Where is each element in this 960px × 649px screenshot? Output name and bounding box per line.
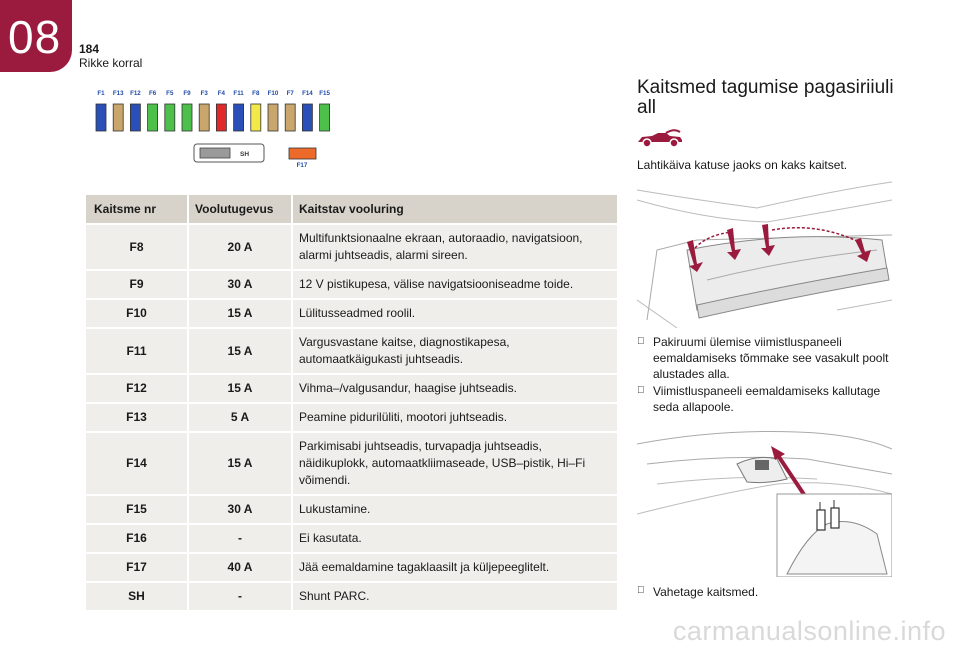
fuse-f4: [216, 104, 226, 131]
chapter-number: 08: [8, 11, 62, 63]
right-section-title: Kaitsmed tagumise pagasiriiuli all: [637, 77, 894, 118]
cell-fuse-number: F11: [86, 328, 188, 374]
table-row: [86, 582, 617, 610]
rear-parcel-shelf-illustration: [637, 180, 892, 328]
cell-amperage: 5 A: [188, 403, 292, 432]
cell-circuit: Lukustamine.: [292, 495, 617, 524]
shunt-label: SH: [240, 151, 250, 158]
shunt-sh: [200, 148, 230, 158]
table-row: [86, 374, 617, 403]
table-row: [86, 495, 617, 524]
cell-circuit: Jää eemaldamine tagaklaasilt ja küljepeeglitelt.: [292, 553, 617, 582]
cell-circuit: Vargusvastane kaitse, diagnostikapesa, automaatkäigukasti juhtseadis.: [292, 328, 617, 374]
cell-amperage: 15 A: [188, 374, 292, 403]
fuse-f7: [285, 104, 295, 131]
fuse-f12: [130, 104, 140, 131]
step-text: Pakiruumi ülemise viimistluspaneeli eemaldamiseks tõmmake see vasakult poolt alustades alla.: [653, 335, 889, 381]
column-header-amperage: Voolutugevus: [188, 195, 292, 224]
section-title: Rikke korral: [79, 56, 143, 70]
cell-amperage: 40 A: [188, 553, 292, 582]
fuse-label: F15: [319, 90, 330, 97]
cell-amperage: 15 A: [188, 432, 292, 495]
table-row: [86, 328, 617, 374]
step-text: Vahetage kaitsmed.: [653, 585, 759, 599]
cell-amperage: -: [188, 524, 292, 553]
fuse-box-diagram: [88, 86, 348, 170]
bullet-icon: [637, 383, 645, 399]
column-header-fuse-number: Kaitsme nr: [86, 195, 188, 224]
fuse-label: F6: [148, 90, 157, 97]
bullet-icon: [637, 585, 645, 596]
fuse-f11: [234, 104, 244, 131]
fuse-label: F8: [252, 90, 260, 97]
cell-amperage: 15 A: [188, 299, 292, 328]
step-item: [637, 383, 902, 415]
cell-circuit: Parkimisabi juhtseadis, turvapadja juhtseadis, näidikuplokk, automaatkliimaseade, USB–pistik, Hi–Fi võimendi.: [292, 432, 617, 495]
column-header-circuit: Kaitstav vooluring: [292, 195, 617, 224]
cell-circuit: Multifunktsionaalne ekraan, autoraadio, navigatsioon, alarmi juhtseadis, alarmi sireen.: [292, 224, 617, 270]
bullet-icon: [637, 334, 645, 350]
fuse-f15: [320, 104, 330, 131]
cell-fuse-number: F12: [86, 374, 188, 403]
cell-fuse-number: F15: [86, 495, 188, 524]
cell-circuit: Lülitusseadmed roolil.: [292, 299, 617, 328]
fuse-f9: [182, 104, 192, 131]
table-row: [86, 270, 617, 299]
fuse-label: F10: [267, 90, 279, 97]
fuse-label: F5: [166, 90, 174, 97]
cell-circuit: Shunt PARC.: [292, 582, 617, 610]
fuse-table: [86, 195, 617, 610]
fuse-f8: [251, 104, 261, 131]
fuse-f3: [199, 104, 209, 131]
table-row: [86, 553, 617, 582]
fuse-f13: [113, 104, 123, 131]
table-row: [86, 224, 617, 270]
page-number: 184: [79, 42, 100, 56]
fuse-f10: [268, 104, 278, 131]
fuse-label: F3: [200, 90, 208, 97]
fuse-f1: [96, 104, 106, 131]
fuse-label: F9: [183, 90, 191, 97]
cell-circuit: Peamine pidurilüliti, mootori juhtseadis.: [292, 403, 617, 432]
fuse-label: F11: [233, 90, 244, 97]
cell-fuse-number: F17: [86, 553, 188, 582]
watermark: carmanualsonline.info: [672, 616, 946, 646]
fuse-f14: [302, 104, 312, 131]
chapter-tab: [0, 0, 72, 72]
step-item: [637, 334, 902, 382]
fuse-label: F7: [286, 90, 294, 97]
table-row: [86, 524, 617, 553]
cell-amperage: 30 A: [188, 270, 292, 299]
instruction-steps: [637, 334, 902, 416]
cell-circuit: 12 V pistikupesa, välise navigatsiooniseadme toide.: [292, 270, 617, 299]
cell-fuse-number: F8: [86, 224, 188, 270]
cell-circuit: Ei kasutata.: [292, 524, 617, 553]
cell-fuse-number: F9: [86, 270, 188, 299]
fuse-label: F14: [302, 90, 313, 97]
convertible-car-icon: [636, 127, 684, 149]
cell-circuit: Vihma–/valgusandur, haagise juhtseadis.: [292, 374, 617, 403]
cell-fuse-number: F16: [86, 524, 188, 553]
fuse-f17: [289, 148, 316, 159]
cell-fuse-number: F10: [86, 299, 188, 328]
fuse-replacement-illustration: [637, 424, 892, 577]
cell-amperage: 30 A: [188, 495, 292, 524]
cell-amperage: -: [188, 582, 292, 610]
table-row: [86, 432, 617, 495]
fuse-label: F13: [112, 90, 124, 97]
table-header-row: [86, 195, 617, 224]
fuse-label: F4: [217, 90, 226, 97]
fuse-f6: [148, 104, 158, 131]
cell-fuse-number: F13: [86, 403, 188, 432]
fuse-f5: [165, 104, 175, 131]
table-row: [86, 403, 617, 432]
final-step: [637, 585, 758, 599]
intro-text: Lahtikäiva katuse jaoks on kaks kaitset.: [637, 158, 848, 172]
cell-amperage: 15 A: [188, 328, 292, 374]
cell-fuse-number: SH: [86, 582, 188, 610]
fuse-label: F12: [130, 90, 141, 97]
cell-amperage: 20 A: [188, 224, 292, 270]
fuse-label-f17: F17: [296, 162, 308, 169]
step-text: Viimistluspaneeli eemaldamiseks kallutage seda allapoole.: [653, 384, 881, 414]
table-row: [86, 299, 617, 328]
fuse-label: F1: [97, 90, 105, 97]
cell-fuse-number: F14: [86, 432, 188, 495]
